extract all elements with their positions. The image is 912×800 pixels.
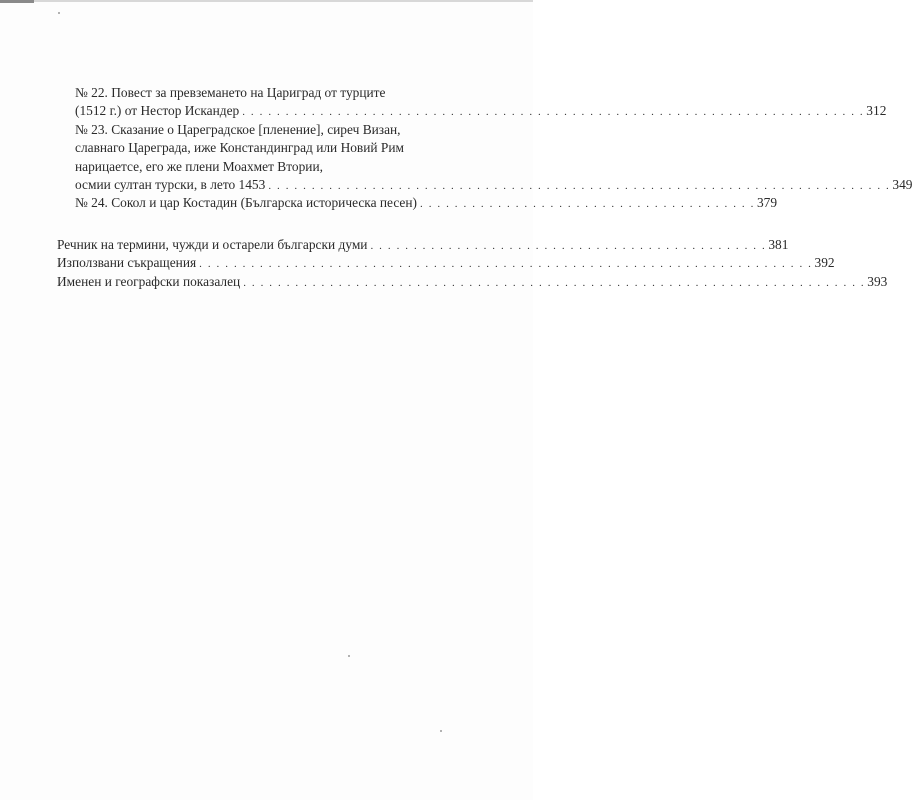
toc-entry-abbreviations	[57, 254, 835, 272]
leader-dots: . . . . . . . . . . . . . . . . . . . . . . . . . . . . . . . . . . . . . . . . . . . . . . . . . . . . . . . . . . . . . . . . . . . . . . . .	[242, 106, 865, 119]
toc-entry-24	[75, 194, 778, 212]
leader-dots: . . . . . . . . . . . . . . . . . . . . . . . . . . . . . . . . . . . . . . . . . . . . . . . . . . . . . . . . . . . . . . . . . . . . . . . .	[243, 276, 866, 289]
toc-entry-last-line	[75, 194, 778, 212]
leader-dots: . . . . . . . . . . . . . . . . . . . . . . . . . . . . . . . . . . . . . . . . . . . . . . . . . . . . . . . . . . . . . . . . . . . . . . .	[199, 258, 813, 271]
toc-entry-line: № 23. Сказание о Цареградское [пленение], сиреч Визан,	[75, 121, 401, 137]
toc-entry-22	[75, 84, 887, 121]
toc-section-appendices	[57, 236, 888, 291]
toc-entry-text: осмии султан турски, в лето 1453	[75, 176, 266, 192]
toc-page-number: 381	[768, 237, 789, 252]
toc-entry-last-line	[75, 176, 912, 194]
scan-top-edge	[0, 0, 533, 2]
toc-entry-glossary	[57, 236, 789, 254]
toc-section-texts	[75, 84, 912, 213]
toc-page-number: 379	[756, 195, 778, 211]
toc-entry-line: славнаго Цареграда, иже Констандинград или Новий Рим	[75, 140, 405, 156]
toc-entry-index	[57, 273, 888, 291]
toc-page-number: 393	[867, 273, 888, 289]
toc-entry-text: Използвани съкращения	[57, 255, 197, 271]
toc-entry-text: № 24. Сокол и цар Костадин (Българска историческа песен)	[75, 195, 417, 211]
toc-page-number: 392	[814, 255, 835, 271]
scan-corner-mark	[0, 0, 34, 3]
toc-entry-last-line	[57, 254, 835, 272]
toc-entry-line: нарицаетсе, его же плени Моахмет Втории,	[75, 158, 323, 174]
toc-page-number: 349	[892, 176, 912, 192]
toc-entry-text: Речник на термини, чужди и остарели български думи	[57, 237, 368, 252]
toc-entry-text: Именен и географски показалец	[57, 273, 241, 289]
leader-dots: . . . . . . . . . . . . . . . . . . . . . . . . . . . . . . . . . . . . . . .	[420, 198, 755, 211]
toc-entry-last-line	[57, 236, 789, 254]
leader-dots: . . . . . . . . . . . . . . . . . . . . . . . . . . . . . . . . . . . . . . . . . . . . . . . . . . . . . . . . . . . . . . . . . . . . . . . .	[268, 179, 891, 192]
scan-speck	[348, 655, 350, 657]
toc-entry-text: (1512 г.) от Нестор Искандер	[75, 103, 240, 119]
toc-entry-line: № 22. Повест за превземането на Цариград от турците	[75, 85, 386, 100]
scan-speck	[58, 12, 60, 14]
scan-speck	[440, 730, 442, 732]
toc-page-number: 312	[866, 103, 887, 119]
leader-dots: . . . . . . . . . . . . . . . . . . . . . . . . . . . . . . . . . . . . . . . . . . . . . .	[370, 240, 767, 252]
toc-entry-last-line	[57, 273, 888, 291]
toc-entry-23	[75, 121, 912, 195]
toc-entry-last-line	[75, 102, 887, 120]
